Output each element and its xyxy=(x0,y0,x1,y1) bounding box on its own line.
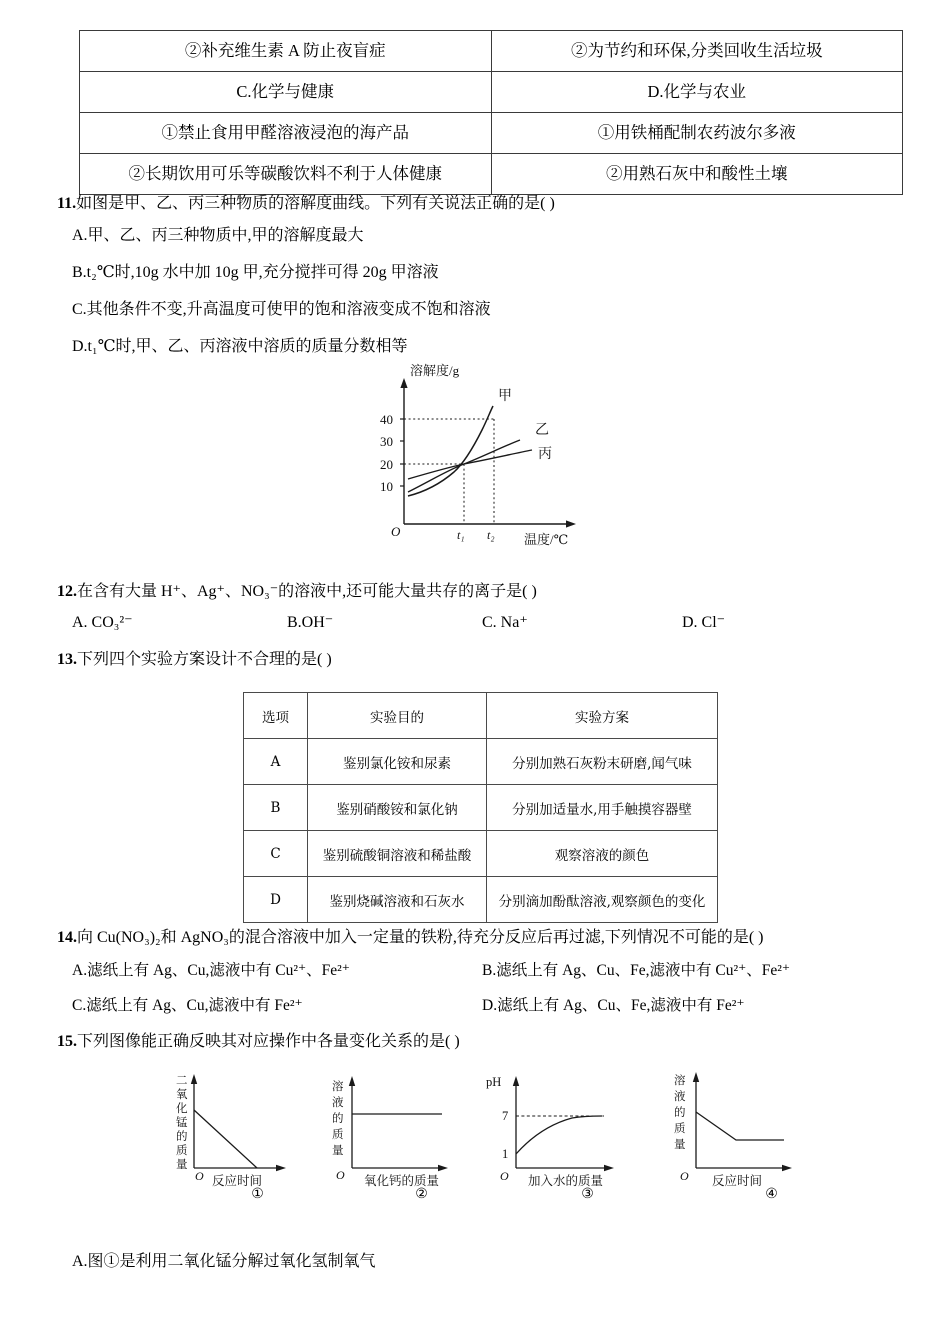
chart-origin-label: O xyxy=(391,524,401,539)
question-15-text: 下列图像能正确反映其对应操作中各量变化关系的是( ) xyxy=(77,1033,460,1050)
chart-ytick-10: 10 xyxy=(380,479,393,494)
table-cell: ②为节约和环保,分类回收生活垃圾 xyxy=(491,31,903,72)
question-12-option-c[interactable]: C. Na⁺ xyxy=(482,614,528,631)
mini-1-xlabel: 反应时间 xyxy=(212,1174,263,1188)
table-cell-goal-c: 鉴别硫酸铜溶液和稀盐酸 xyxy=(308,831,487,877)
mini-2-ylabel-char-2: 液 xyxy=(332,1097,344,1109)
mini-3-xlabel: 加入水的质量 xyxy=(528,1174,604,1188)
question-14-option-a[interactable]: A.滤纸上有 Ag、Cu,滤液中有 Cu²⁺、Fe²⁺ xyxy=(72,962,350,979)
table-cell: ①禁止食用甲醛溶液浸泡的海产品 xyxy=(80,113,492,154)
mini-1-ylabel-char-5: 的 xyxy=(176,1131,188,1143)
table-cell-goal-b: 鉴别硝酸铵和氯化钠 xyxy=(308,785,487,831)
mini-figure-4-number: ④ xyxy=(765,1187,778,1202)
question-14-stem xyxy=(57,926,764,950)
mini-1-ylabel-char-7: 量 xyxy=(176,1159,188,1171)
table-cell: D.化学与农业 xyxy=(491,72,903,113)
chart-ytick-40: 40 xyxy=(380,412,393,427)
question-13-number: 13. xyxy=(57,651,77,668)
chart-legend-jia: 甲 xyxy=(498,389,512,404)
table-cell-plan-b: 分别加适量水,用手触摸容器壁 xyxy=(487,785,718,831)
question-12-number: 12. xyxy=(57,583,77,600)
table-row xyxy=(244,739,718,785)
mini-1-ylabel-char-6: 质 xyxy=(176,1145,188,1157)
mini-3-data-curve xyxy=(516,1116,602,1154)
question-14-option-d[interactable]: D.滤纸上有 Ag、Cu、Fe,滤液中有 Fe²⁺ xyxy=(482,997,745,1014)
question-12-option-d[interactable]: D. Cl⁻ xyxy=(682,614,726,631)
question-14-option-c[interactable]: C.滤纸上有 Ag、Cu,滤液中有 Fe²⁺ xyxy=(72,997,303,1014)
table-cell-option-a: A xyxy=(244,739,308,785)
question-14-number: 14. xyxy=(57,929,77,946)
question-11-option-b[interactable]: B.t₂℃时,10g 水中加 10g 甲,充分搅拌可得 20g 甲溶液 xyxy=(72,264,439,281)
question-11-option-a[interactable]: A.甲、乙、丙三种物质中,甲的溶解度最大 xyxy=(72,227,364,244)
mini-2-xlabel: 氧化钙的质量 xyxy=(364,1174,440,1188)
mini-2-origin-label: O xyxy=(336,1168,345,1182)
mini-figure-4-svg xyxy=(660,1068,845,1193)
table-cell: ②用熟石灰中和酸性土壤 xyxy=(491,154,903,195)
question-12-text: 在含有大量 H⁺、Ag⁺、NO₃⁻的溶液中,还可能大量共存的离子是( ) xyxy=(77,583,537,600)
table-cell-option-d: D xyxy=(244,877,308,923)
mini-1-ylabel-char-3: 化 xyxy=(176,1103,188,1115)
chart-ylabel: 溶解度/g xyxy=(410,363,460,378)
table-row xyxy=(80,113,903,154)
table-header-option: 选项 xyxy=(244,693,308,739)
mini-1-ylabel-char-1: 二 xyxy=(176,1075,188,1087)
table-row xyxy=(244,785,718,831)
mini-figure-3 xyxy=(480,1068,655,1208)
chart-ytick-30: 30 xyxy=(380,434,393,449)
question-11-text: 如图是甲、乙、丙三种物质的溶解度曲线。下列有关说法正确的是( ) xyxy=(76,195,555,212)
solubility-curve-svg xyxy=(372,362,604,552)
mini-1-origin-label: O xyxy=(195,1169,204,1183)
question-11-number: 11. xyxy=(57,195,77,212)
question-13-stem xyxy=(57,648,332,672)
chart-legend-bing: 丙 xyxy=(538,447,552,462)
experiment-plan-table xyxy=(243,692,718,923)
mini-figure-1-svg xyxy=(150,1068,325,1193)
mini-figure-2-svg xyxy=(320,1068,495,1193)
mini-4-xlabel: 反应时间 xyxy=(712,1174,763,1188)
mini-2-ylabel-char-1: 溶 xyxy=(332,1081,344,1093)
table-cell: ①用铁桶配制农药波尔多液 xyxy=(491,113,903,154)
chart-series-bing xyxy=(408,450,532,479)
question-13-text: 下列四个实验方案设计不合理的是( ) xyxy=(77,651,332,668)
solubility-curve-figure xyxy=(372,362,604,552)
table-row xyxy=(80,72,903,113)
question-14-text: 向 Cu(NO₃)₂和 AgNO₃的混合溶液中加入一定量的铁粉,待充分反应后再过滤,下列情况不可能的是( ) xyxy=(77,929,764,946)
question-15-option-a[interactable]: A.图①是利用二氧化锰分解过氧化氢制氧气 xyxy=(72,1253,376,1270)
mini-3-ytick-1: 1 xyxy=(502,1147,509,1161)
question-11-option-d[interactable]: D.t₁℃时,甲、乙、丙溶液中溶质的质量分数相等 xyxy=(72,338,408,355)
chart-legend-yi: 乙 xyxy=(535,423,549,438)
table-header-goal: 实验目的 xyxy=(308,693,487,739)
mini-3-origin-label: O xyxy=(500,1169,509,1183)
chart-ytick-20: 20 xyxy=(380,457,393,472)
mini-2-ylabel-char-4: 质 xyxy=(332,1129,344,1141)
table-row xyxy=(244,831,718,877)
table-row xyxy=(244,877,718,923)
table-header-plan: 实验方案 xyxy=(487,693,718,739)
table-cell-option-b: B xyxy=(244,785,308,831)
table-cell-option-c: C xyxy=(244,831,308,877)
table-cell-goal-a: 鉴别氯化铵和尿素 xyxy=(308,739,487,785)
chart-xtick-t2: t₂ xyxy=(487,528,495,542)
mini-4-origin-label: O xyxy=(680,1169,689,1183)
question-12-option-b[interactable]: B.OH⁻ xyxy=(287,614,334,631)
table-cell: ②补充维生素 A 防止夜盲症 xyxy=(80,31,492,72)
table-cell-plan-d: 分别滴加酚酞溶液,观察颜色的变化 xyxy=(487,877,718,923)
table-header-row xyxy=(244,693,718,739)
chart-xlabel: 温度/℃ xyxy=(524,532,569,547)
chart-xtick-t1: t₁ xyxy=(457,528,465,542)
question-12-option-a[interactable]: A. CO₃²⁻ xyxy=(72,614,133,631)
question-11-stem xyxy=(57,192,555,216)
mini-4-ylabel-char-2: 液 xyxy=(674,1091,686,1103)
mini-figure-2 xyxy=(320,1068,495,1208)
mini-2-ylabel-char-5: 量 xyxy=(332,1145,344,1157)
question-15-number: 15. xyxy=(57,1033,77,1050)
mini-figure-1 xyxy=(150,1068,325,1208)
mini-2-ylabel-char-3: 的 xyxy=(332,1113,344,1125)
question-12-stem xyxy=(57,580,537,604)
mini-4-data-line xyxy=(696,1112,784,1140)
question-14-option-b[interactable]: B.滤纸上有 Ag、Cu、Fe,滤液中有 Cu²⁺、Fe²⁺ xyxy=(482,962,791,979)
mini-figure-3-number: ③ xyxy=(581,1187,594,1202)
mini-4-ylabel-char-4: 质 xyxy=(674,1123,686,1135)
mini-4-ylabel-char-1: 溶 xyxy=(674,1075,686,1087)
mini-figure-2-number: ② xyxy=(415,1187,428,1202)
mini-1-data-line xyxy=(194,1110,257,1168)
mini-figure-1-number: ① xyxy=(251,1187,264,1202)
table-cell-plan-c: 观察溶液的颜色 xyxy=(487,831,718,877)
mini-3-ytick-7: 7 xyxy=(502,1109,509,1123)
topic-category-table xyxy=(79,30,903,195)
question-15-figure-group xyxy=(150,1068,850,1208)
table-cell: C.化学与健康 xyxy=(80,72,492,113)
mini-4-ylabel-char-5: 量 xyxy=(674,1139,686,1151)
mini-figure-4 xyxy=(660,1068,835,1208)
table-cell-plan-a: 分别加熟石灰粉末研磨,闻气味 xyxy=(487,739,718,785)
table-row xyxy=(80,31,903,72)
table-row xyxy=(80,154,903,195)
table-cell: ②长期饮用可乐等碳酸饮料不利于人体健康 xyxy=(80,154,492,195)
mini-figure-3-svg xyxy=(480,1068,665,1193)
question-15-stem xyxy=(57,1030,460,1054)
mini-1-ylabel-char-4: 锰 xyxy=(176,1117,188,1129)
table-cell-goal-d: 鉴别烧碱溶液和石灰水 xyxy=(308,877,487,923)
question-11-option-c[interactable]: C.其他条件不变,升高温度可使甲的饱和溶液变成不饱和溶液 xyxy=(72,301,491,318)
mini-3-ylabel: pH xyxy=(486,1075,502,1089)
mini-4-ylabel-char-3: 的 xyxy=(674,1107,686,1119)
mini-1-ylabel-char-2: 氧 xyxy=(176,1089,188,1101)
